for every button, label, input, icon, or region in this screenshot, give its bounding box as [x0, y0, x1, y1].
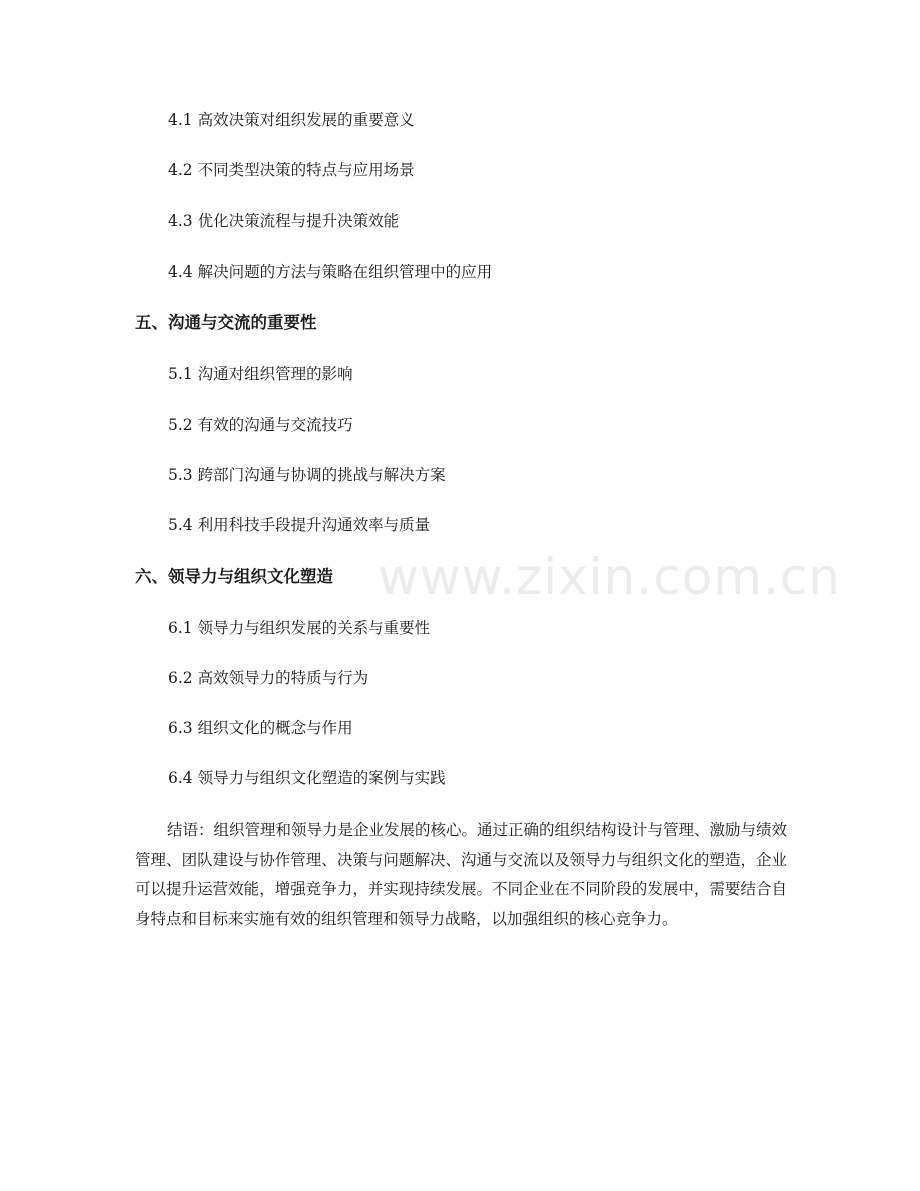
section-heading-5: 五、沟通与交流的重要性 — [135, 313, 317, 332]
toc-item-6-1: 6.1 领导力与组织发展的关系与重要性 — [168, 619, 431, 637]
toc-item-4-3: 4.3 优化决策流程与提升决策效能 — [168, 212, 400, 230]
toc-item-6-3: 6.3 组织文化的概念与作用 — [168, 719, 353, 737]
toc-item-4-4: 4.4 解决问题的方法与策略在组织管理中的应用 — [168, 263, 493, 281]
toc-item-5-3: 5.3 跨部门沟通与协调的挑战与解决方案 — [168, 466, 446, 484]
toc-item-6-4: 6.4 领导力与组织文化塑造的案例与实践 — [168, 769, 446, 787]
toc-item-5-1: 5.1 沟通对组织管理的影响 — [168, 365, 353, 383]
toc-item-4-2: 4.2 不同类型决策的特点与应用场景 — [168, 161, 415, 179]
toc-item-6-2: 6.2 高效领导力的特质与行为 — [168, 669, 369, 687]
toc-item-5-2: 5.2 有效的沟通与交流技巧 — [168, 416, 353, 434]
toc-item-5-4: 5.4 利用科技手段提升沟通效率与质量 — [168, 516, 431, 534]
watermark: www.zixin.com.cn — [378, 548, 842, 606]
toc-item-4-1: 4.1 高效决策对组织发展的重要意义 — [168, 111, 415, 129]
section-heading-6: 六、领导力与组织文化塑造 — [135, 567, 333, 586]
conclusion-paragraph: 结语：组织管理和领导力是企业发展的核心。通过正确的组织结构设计与管理、激励与绩效管理、团队建设与协作管理、决策与问题解决、沟通与交流以及领导力与组织文化的塑造，企业可以提升运营效能，增强竞争力，并实现持续发展。不同企业在不同阶段的发展中，需要结合自身特点和目标来实施有效的组织管理和领导力战略，以加强组织的核心竞争力。 — [135, 821, 788, 928]
